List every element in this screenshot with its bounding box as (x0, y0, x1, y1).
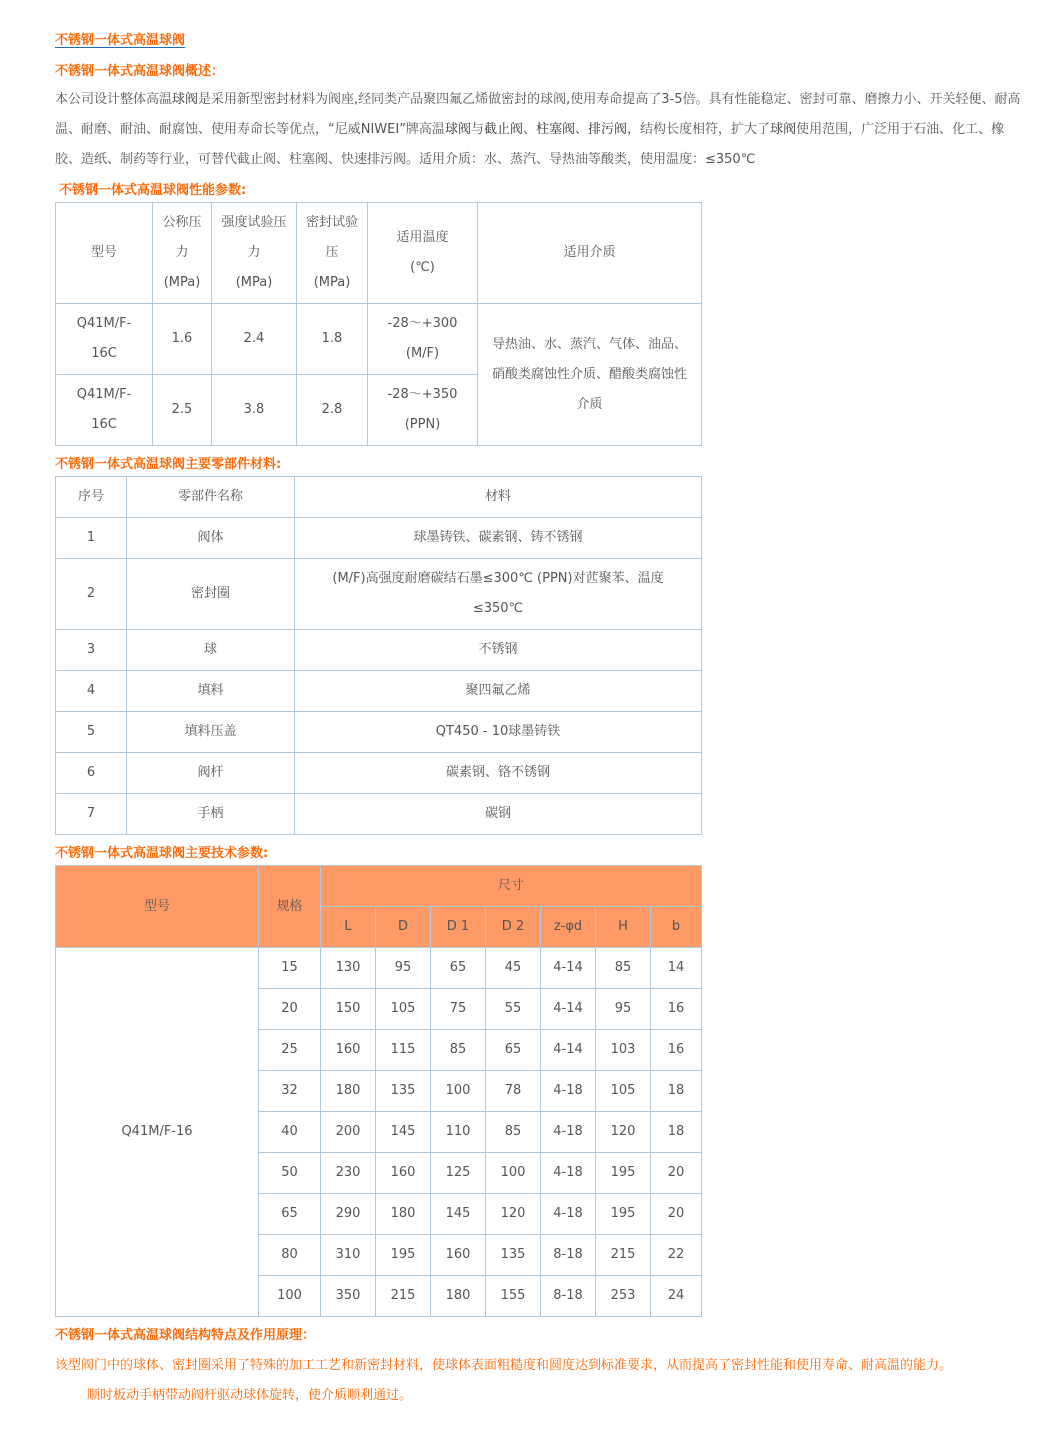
materials-table (55, 476, 702, 835)
cell-spec: 15 (259, 948, 321, 989)
text: 使用范围，广泛用于石油、化工、橡胶、造纸、制药等行业，可替代截止阀、柱塞阀、快速排污阀。适用介质：水、蒸汽、导热油等酸类，使用温度：≤350℃ (55, 122, 1005, 167)
header-medium: 适用介质 (478, 203, 702, 304)
cell-part: 阀体 (127, 518, 295, 559)
table-row (56, 794, 702, 835)
cell-size: 16 (651, 989, 702, 1030)
cell-size: 78 (486, 1071, 541, 1112)
header-temperature: 适用温度 (℃) (368, 203, 478, 304)
cell-no: 7 (56, 794, 127, 835)
cell-size: 4-18 (541, 1194, 596, 1235)
table-row (56, 630, 702, 671)
cell-strength: 2.4 (212, 304, 297, 375)
cell-size: 160 (321, 1030, 376, 1071)
cell-size: 8-18 (541, 1276, 596, 1317)
cell-size: 20 (651, 1194, 702, 1235)
header-seal-pressure: 密封试验 压 (MPa) (297, 203, 368, 304)
tech-params-table (55, 865, 702, 1317)
cell-size: 103 (596, 1030, 651, 1071)
cell-size: 115 (376, 1030, 431, 1071)
overview-heading: 不锈钢一体式高温球阀概述： (55, 64, 225, 79)
cell-size: 135 (486, 1235, 541, 1276)
performance-table (55, 202, 702, 446)
plunger-valve-link[interactable]: 柱塞阀 (536, 122, 576, 137)
blowdown-valve-link[interactable]: 排污阀 (588, 122, 628, 137)
cell-nominal: 1.6 (153, 304, 212, 375)
cell-material: 碳素钢、铬不锈钢 (295, 753, 702, 794)
cell-size: 4-14 (541, 948, 596, 989)
cell-material: 聚四氟乙烯 (295, 671, 702, 712)
cell-seal: 2.8 (297, 375, 368, 446)
cell-size: 180 (321, 1071, 376, 1112)
cell-size: 215 (596, 1235, 651, 1276)
table-row (56, 304, 702, 375)
header-size: 尺寸 (321, 866, 702, 907)
cell-size: 24 (651, 1276, 702, 1317)
cell-size: 160 (376, 1153, 431, 1194)
cell-size: 290 (321, 1194, 376, 1235)
cell-size: 230 (321, 1153, 376, 1194)
cell-size: 4-18 (541, 1071, 596, 1112)
cell-size: 135 (376, 1071, 431, 1112)
ball-valve-link[interactable]: 球阀 (172, 92, 199, 107)
cell-no: 6 (56, 753, 127, 794)
cell-size: 120 (596, 1112, 651, 1153)
cell-spec: 80 (259, 1235, 321, 1276)
tech-table-body (56, 948, 702, 1317)
overview-paragraph (55, 85, 1027, 175)
cell-spec: 20 (259, 989, 321, 1030)
header-no: 序号 (56, 477, 127, 518)
table-header-row (56, 203, 702, 304)
cell-part: 阀杆 (127, 753, 295, 794)
cell-size: 65 (486, 1030, 541, 1071)
header-D: D (376, 907, 431, 948)
cell-medium: 导热油、水、蒸汽、气体、油品、 硝酸类腐蚀性介质、醋酸类腐蚀性 介质 (478, 304, 702, 446)
cell-no: 4 (56, 671, 127, 712)
cell-size: 110 (431, 1112, 486, 1153)
table-header-row (56, 866, 702, 907)
header-D1: D 1 (431, 907, 486, 948)
structure-line-1: 该型阀门中的球体、密封圈采用了特殊的加工工艺和新密封材料，使球体表面粗糙度和圆度达到标准要求，从而提高了密封性能和使用寿命、耐高温的能力。 (55, 1358, 953, 1373)
cell-size: 160 (431, 1235, 486, 1276)
table-row (56, 753, 702, 794)
cell-size: 215 (376, 1276, 431, 1317)
cell-size: 4-14 (541, 1030, 596, 1071)
product-title-link[interactable]: 不锈钢一体式高温球阀 (55, 33, 186, 48)
cell-size: 150 (321, 989, 376, 1030)
cell-material: 球墨铸铁、碳素钢、铸不锈钢 (295, 518, 702, 559)
cell-size: 145 (431, 1194, 486, 1235)
cell-size: 130 (321, 948, 376, 989)
cell-size: 145 (376, 1112, 431, 1153)
cell-temperature: -28～+350 (PPN) (368, 375, 478, 446)
header-D2: D 2 (486, 907, 541, 948)
header-part: 零部件名称 (127, 477, 295, 518)
cell-part: 密封圈 (127, 559, 295, 630)
cell-size: 18 (651, 1112, 702, 1153)
cell-spec: 25 (259, 1030, 321, 1071)
cell-spec: 32 (259, 1071, 321, 1112)
header-z-phi-d: z-φd (541, 907, 596, 948)
cell-size: 253 (596, 1276, 651, 1317)
cell-no: 2 (56, 559, 127, 630)
text: 本公司设计整体高温 (55, 92, 173, 107)
structure-heading: 不锈钢一体式高温球阀结构特点及作用原理： (55, 1328, 316, 1343)
cell-size: 180 (431, 1276, 486, 1317)
cell-size: 20 (651, 1153, 702, 1194)
cell-size: 195 (596, 1194, 651, 1235)
materials-heading: 不锈钢一体式高温球阀主要零部件材料: (55, 457, 282, 472)
text: 是采用新型密封材料为阀座,经同类产品聚四氟乙烯做密封的球阀,使用寿命提高了3-5倍。具有性能稳定、密封可靠、磨擦力小、开关轻便、耐高温、耐磨、耐油、耐腐蚀、使用寿命长等优点，“尼威NIWEI”牌高温 (55, 92, 1021, 137)
cell-size: 180 (376, 1194, 431, 1235)
cell-size: 310 (321, 1235, 376, 1276)
ball-valve-link[interactable]: 球阀 (444, 122, 471, 137)
cell-model: Q41M/F- 16C (56, 304, 153, 375)
text: 与 (470, 122, 484, 137)
cell-size: 100 (431, 1071, 486, 1112)
header-material: 材料 (295, 477, 702, 518)
cell-size: 85 (486, 1112, 541, 1153)
cell-size: 350 (321, 1276, 376, 1317)
cell-model: Q41M/F- 16C (56, 375, 153, 446)
table-row (56, 559, 702, 630)
cell-no: 3 (56, 630, 127, 671)
cell-size: 4-14 (541, 989, 596, 1030)
cell-spec: 100 (259, 1276, 321, 1317)
cell-size: 4-18 (541, 1153, 596, 1194)
cell-size: 120 (486, 1194, 541, 1235)
cell-size: 195 (376, 1235, 431, 1276)
cell-size: 105 (376, 989, 431, 1030)
header-b: b (651, 907, 702, 948)
cell-spec: 40 (259, 1112, 321, 1153)
cell-size: 85 (596, 948, 651, 989)
cell-part: 手柄 (127, 794, 295, 835)
header-model: 型号 (56, 866, 259, 948)
cell-size: 125 (431, 1153, 486, 1194)
cell-size: 14 (651, 948, 702, 989)
cell-size: 8-18 (541, 1235, 596, 1276)
cell-size: 45 (486, 948, 541, 989)
text: 、 (522, 122, 536, 137)
cell-temperature: -28～+300 (M/F) (368, 304, 478, 375)
header-strength-pressure: 强度试验压 力 (MPa) (212, 203, 297, 304)
cell-size: 155 (486, 1276, 541, 1317)
cell-material: 不锈钢 (295, 630, 702, 671)
table-row (56, 948, 702, 989)
cell-strength: 3.8 (212, 375, 297, 446)
table-header-row (56, 477, 702, 518)
cell-size: 75 (431, 989, 486, 1030)
cell-size: 4-18 (541, 1112, 596, 1153)
cell-size: 195 (596, 1153, 651, 1194)
cell-size: 95 (376, 948, 431, 989)
cell-size: 65 (431, 948, 486, 989)
cell-size: 55 (486, 989, 541, 1030)
cell-nominal: 2.5 (153, 375, 212, 446)
header-H: H (596, 907, 651, 948)
text: ，结构长度相符，扩大了 (627, 122, 771, 137)
cell-part: 球 (127, 630, 295, 671)
cell-model: Q41M/F-16 (56, 948, 259, 1317)
cell-material: QT450 - 10球墨铸铁 (295, 712, 702, 753)
cell-size: 100 (486, 1153, 541, 1194)
cell-size: 85 (431, 1030, 486, 1071)
header-model: 型号 (56, 203, 153, 304)
cell-material: 碳钢 (295, 794, 702, 835)
cell-size: 18 (651, 1071, 702, 1112)
globe-valve-link[interactable]: 截止阀 (483, 122, 523, 137)
header-nominal-pressure: 公称压 力 (MPa) (153, 203, 212, 304)
ball-valve-link[interactable]: 球阀 (770, 122, 797, 137)
header-spec: 规格 (259, 866, 321, 948)
cell-spec: 65 (259, 1194, 321, 1235)
cell-size: 16 (651, 1030, 702, 1071)
text: 、 (575, 122, 589, 137)
cell-no: 5 (56, 712, 127, 753)
cell-part: 填料压盖 (127, 712, 295, 753)
table-row (56, 671, 702, 712)
table-row (56, 712, 702, 753)
cell-size: 105 (596, 1071, 651, 1112)
tech-heading: 不锈钢一体式高温球阀主要技术参数: (55, 846, 269, 861)
cell-part: 填料 (127, 671, 295, 712)
cell-size: 95 (596, 989, 651, 1030)
cell-seal: 1.8 (297, 304, 368, 375)
cell-no: 1 (56, 518, 127, 559)
cell-material: (M/F)高强度耐磨碳结石墨≤300℃ (PPN)对苉聚苯、温度 ≤350℃ (295, 559, 702, 630)
cell-size: 200 (321, 1112, 376, 1153)
header-L: L (321, 907, 376, 948)
cell-size: 22 (651, 1235, 702, 1276)
structure-line-2: 顺时板动手柄带动阀杆驱动球体旋转，使介质顺利通过。 (87, 1388, 413, 1403)
cell-spec: 50 (259, 1153, 321, 1194)
performance-heading: 不锈钢一体式高温球阀性能参数: (59, 183, 247, 198)
table-row (56, 518, 702, 559)
